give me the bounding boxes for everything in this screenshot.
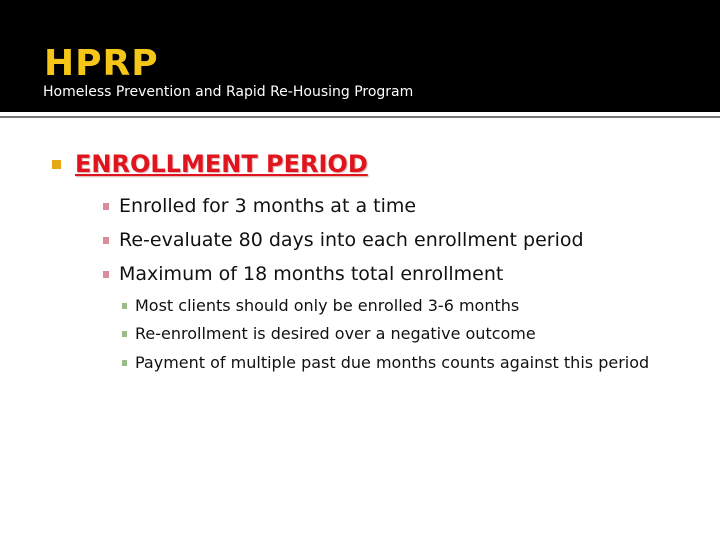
header-divider (0, 116, 720, 118)
list-item (103, 195, 416, 217)
slide-title: HPRP (44, 43, 159, 84)
square-bullet-icon (103, 237, 109, 244)
sub-list-item-text: Payment of multiple past due months counts against this period (135, 353, 650, 372)
list-item (103, 229, 584, 251)
square-bullet-icon (103, 203, 109, 210)
slide-subtitle: Homeless Prevention and Rapid Re-Housing Program (43, 84, 414, 100)
sub-list-item (122, 324, 536, 343)
list-item (103, 263, 503, 285)
section-heading-item (52, 150, 368, 178)
sub-list-item-text: Re-enrollment is desired over a negative outcome (135, 324, 536, 343)
sub-list-item (122, 353, 649, 372)
sub-list-item (122, 296, 519, 315)
list-item-text: Enrolled for 3 months at a time (119, 195, 417, 217)
square-bullet-icon (122, 360, 127, 366)
square-bullet-icon (122, 303, 127, 309)
list-item-text: Maximum of 18 months total enrollment (119, 263, 504, 285)
square-bullet-icon (122, 331, 127, 337)
square-bullet-icon (103, 271, 109, 278)
list-item-text: Re-evaluate 80 days into each enrollment period (119, 229, 584, 251)
section-heading: ENROLLMENT PERIOD (75, 150, 368, 178)
sub-list-item-text: Most clients should only be enrolled 3-6 months (135, 296, 520, 315)
square-bullet-icon (52, 160, 61, 169)
slide-header (0, 0, 720, 112)
